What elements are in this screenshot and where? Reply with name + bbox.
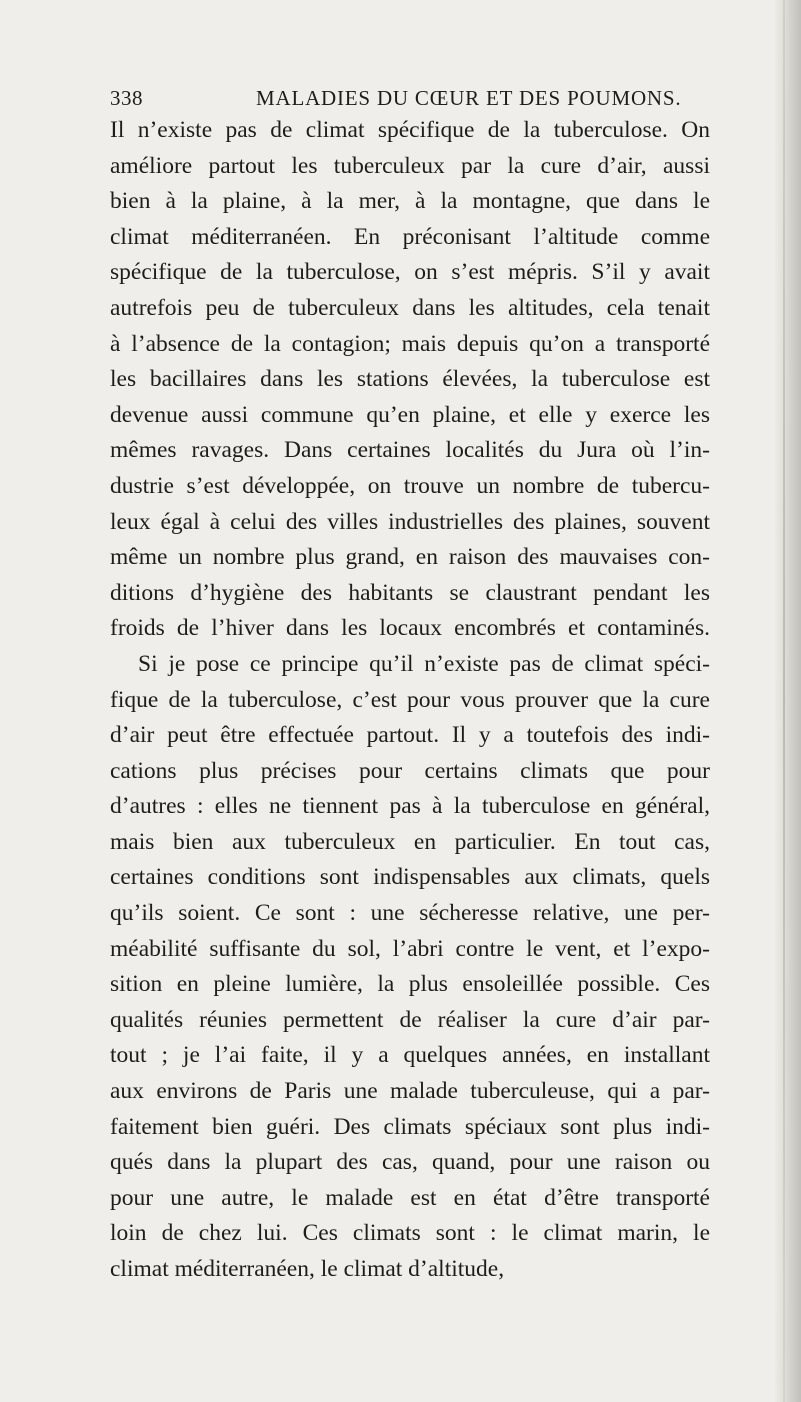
text-line: mêmes ravages. Dans certaines localités du Jura où l’in- (110, 437, 710, 464)
page-edge-shadow (775, 0, 801, 1402)
text-line: froids de l’hiver dans les locaux encombrés et contaminés. (110, 615, 710, 642)
text-line: autrefois peu de tuberculeux dans les altitudes, cela tenait (110, 294, 710, 321)
text-line-last: climat méditerranéen, le climat d’altitude, (110, 1256, 505, 1282)
text-line: spécifique de la tuberculose, on s’est mépris. S’il y avait (110, 259, 710, 286)
text-line: d’autres : elles ne tiennent pas à la tuberculose en général, (110, 793, 710, 820)
text-line: leux égal à celui des villes industrielles des plaines, souvent (110, 508, 710, 535)
running-head (110, 86, 690, 114)
text-line: cations plus précises pour certains climats que pour (110, 757, 710, 784)
page-number: 338 (110, 86, 143, 110)
text-line: climat méditerranéen. En préconisant l’altitude comme (110, 223, 710, 250)
text-line: loin de chez lui. Ces climats sont : le climat marin, le (110, 1220, 710, 1247)
body-text (110, 113, 710, 1288)
text-line: devenue aussi commune qu’en plaine, et elle y exerce les (110, 401, 710, 428)
text-line: améliore partout les tuberculeux par la cure d’air, aussi (110, 152, 710, 179)
text-line: les bacillaires dans les stations élevées, la tuberculose est (110, 366, 710, 393)
text-line: Il n’existe pas de climat spécifique de la tuberculose. On (110, 117, 710, 143)
text-line: fique de la tuberculose, c’est pour vous prouver que la cure (110, 686, 710, 713)
text-line: pour une autre, le malade est en état d’être transporté (110, 1184, 710, 1211)
text-line: mais bien aux tuberculeux en particulier. En tout cas, (110, 828, 710, 855)
text-line: même un nombre plus grand, en raison des mauvaises con- (110, 544, 710, 571)
text-line: dustrie s’est développée, on trouve un nombre de tubercu- (110, 472, 710, 499)
text-line: qués dans la plupart des cas, quand, pour une raison ou (110, 1149, 710, 1176)
text-line: faitement bien guéri. Des climats spéciaux sont plus indi- (110, 1113, 710, 1140)
text-line: d’air peut être effectuée partout. Il y a toutefois des indi- (110, 722, 710, 749)
text-line: qu’ils soient. Ce sont : une sécheresse relative, une per- (110, 900, 710, 927)
paragraph-first-line: Si je pose ce principe qu’il n’existe pas de climat spéci- (138, 650, 710, 677)
text-line: ditions d’hygiène des habitants se claustrant pendant les (110, 579, 710, 606)
text-line: tout ; je l’ai faite, il y a quelques années, en installant (110, 1042, 710, 1069)
text-line: à l’absence de la contagion; mais depuis qu’on a transporté (110, 330, 710, 357)
running-title: MALADIES DU CŒUR ET DES POUMONS. (256, 86, 682, 110)
text-line: aux environs de Paris une malade tuberculeuse, qui a par- (110, 1078, 710, 1105)
text-line: qualités réunies permettent de réaliser la cure d’air par- (110, 1006, 710, 1033)
text-line: certaines conditions sont indispensables aux climats, quels (110, 864, 710, 891)
text-line: bien à la plaine, à la mer, à la montagne, que dans le (110, 188, 710, 215)
text-line: sition en pleine lumière, la plus ensoleillée possible. Ces (110, 971, 710, 998)
text-line: méabilité suffisante du sol, l’abri contre le vent, et l’expo- (110, 935, 710, 962)
